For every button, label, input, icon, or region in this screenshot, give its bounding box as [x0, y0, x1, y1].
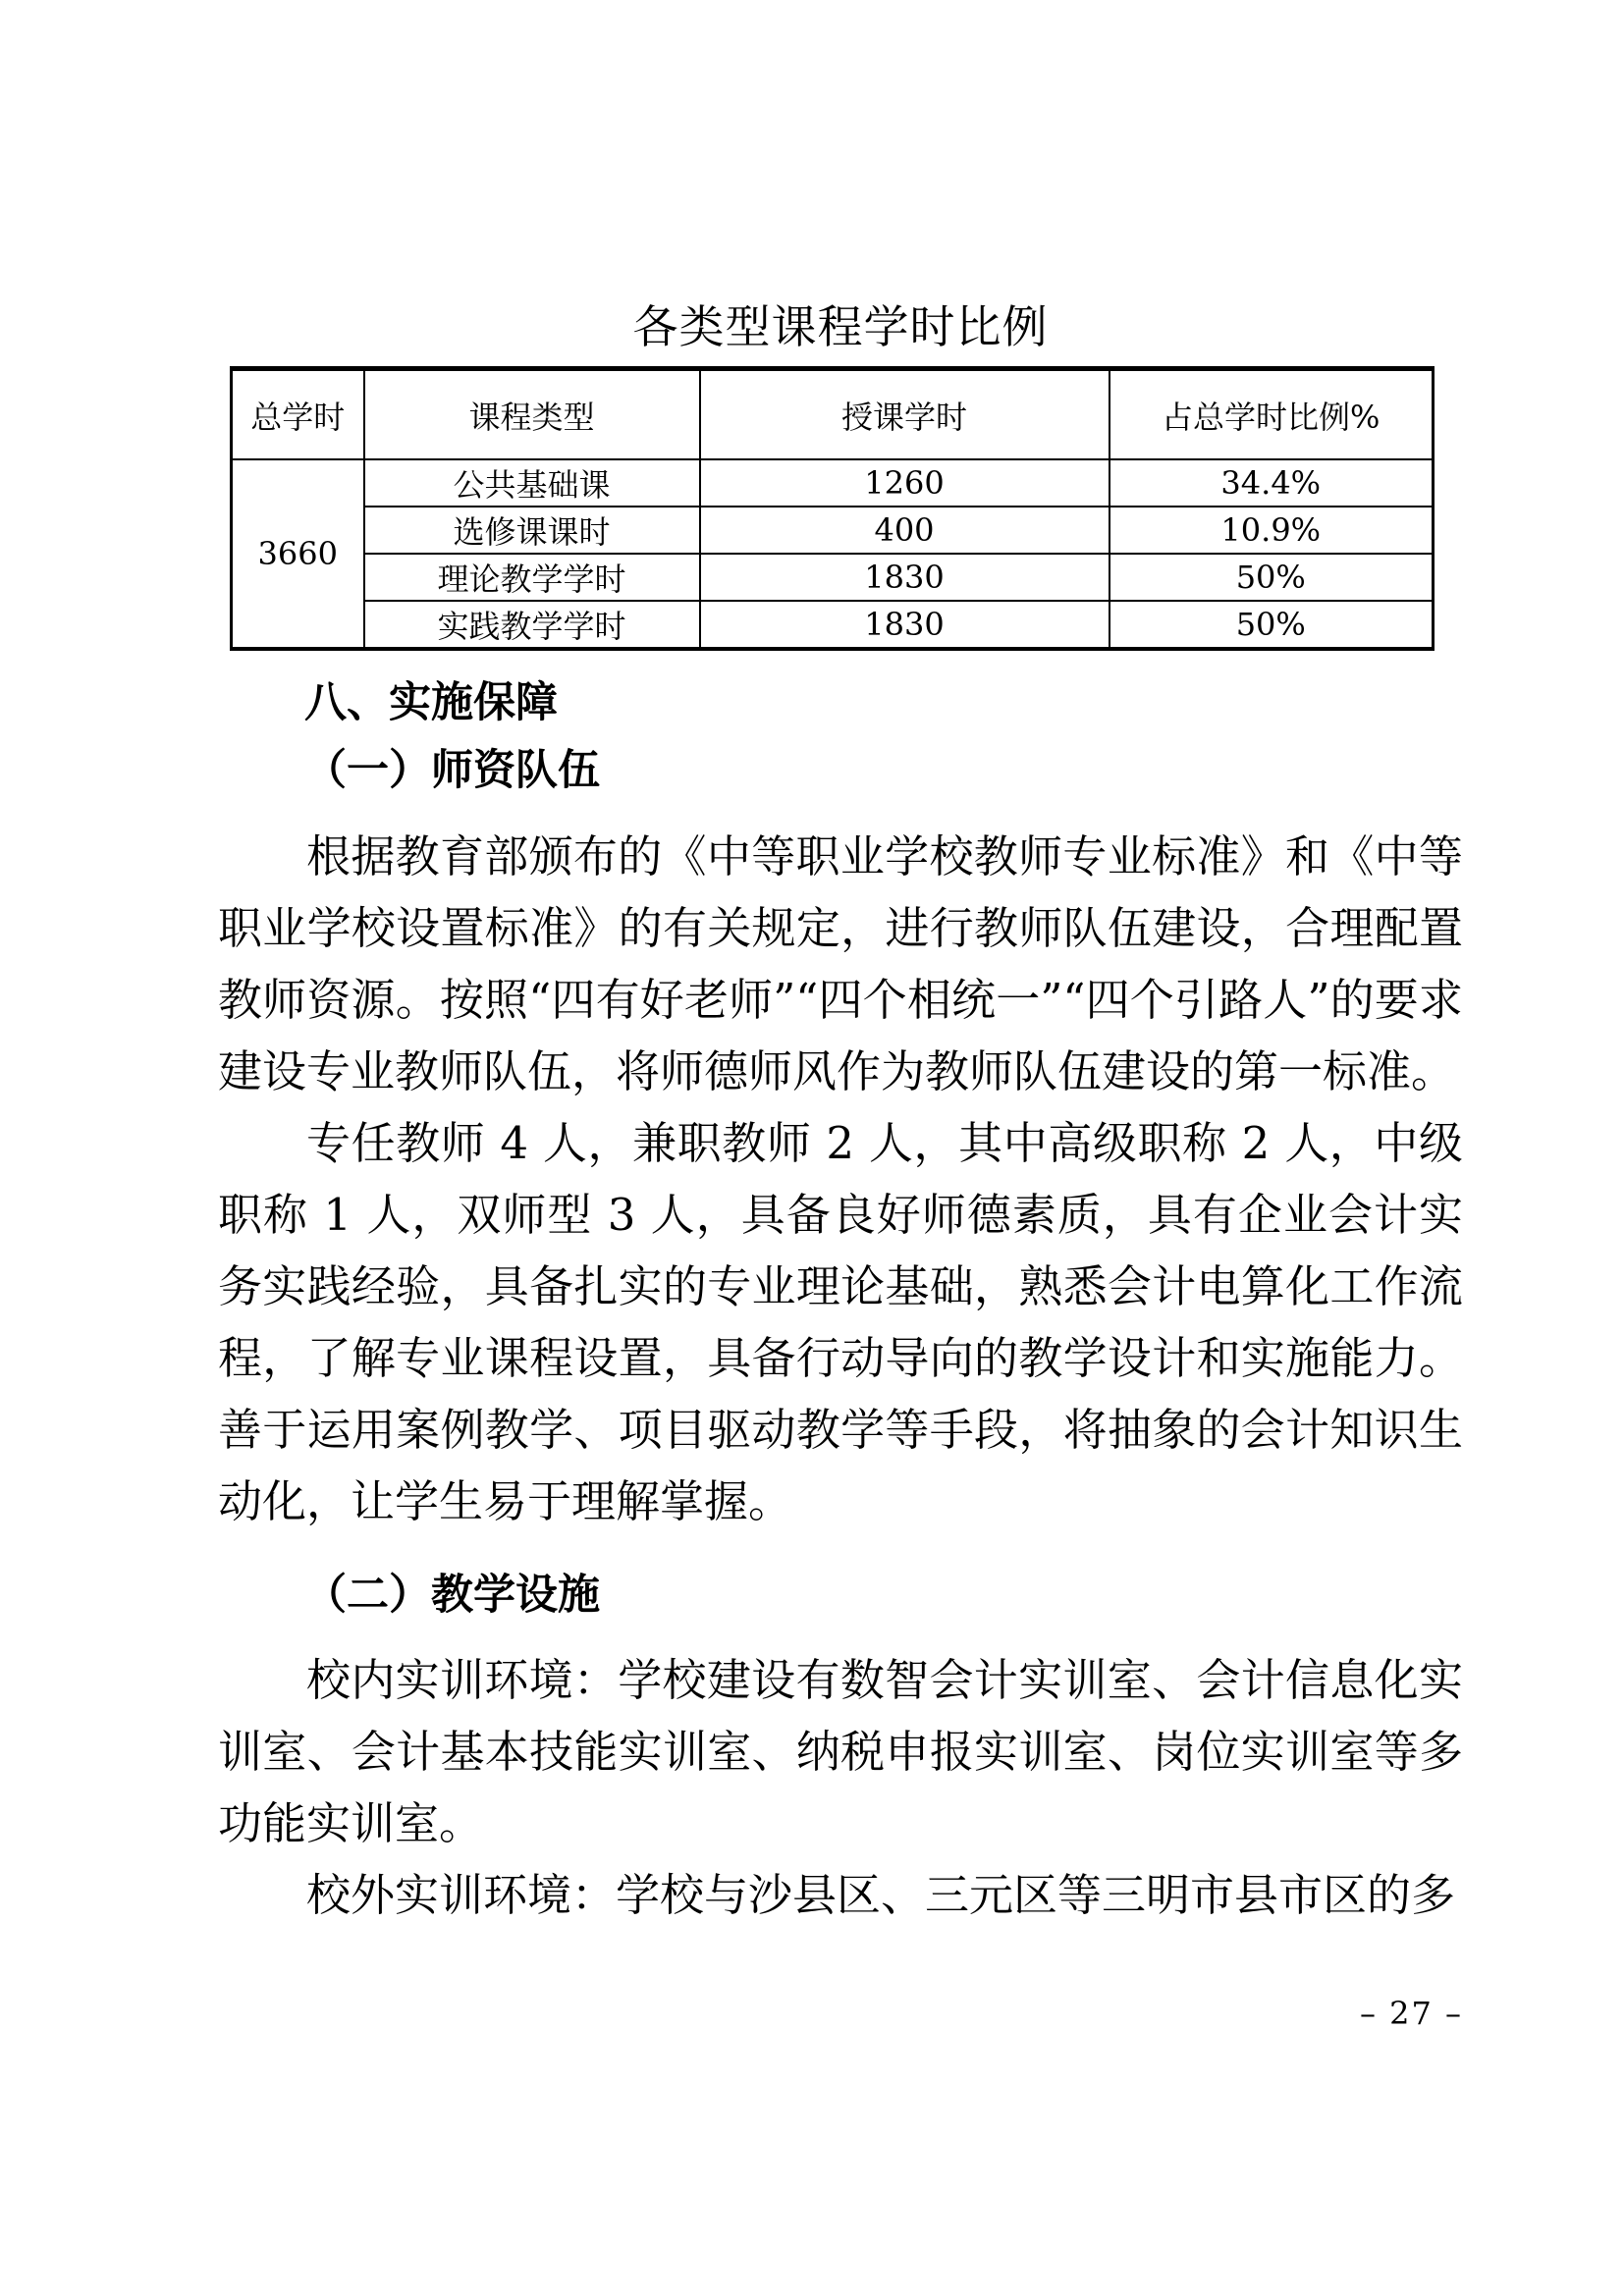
paragraph-teacher-standards: 根据教育部颁布的《中等职业学校教师专业标准》和《中等职业学校设置标准》的有关规定，进行教师队伍建设，合理配置教师资源。按照“四有好老师”“四个相统一”“四个引路人”的要求建设专业教师队伍，将师德师风作为教师队伍建设的第一标准。: [218, 829, 1463, 1097]
table-row: [232, 507, 1434, 554]
page-number: – 27 –: [1359, 1995, 1463, 2033]
hours-cell: 1830: [700, 601, 1110, 649]
paragraph-offcampus-facilities: 校外实训环境：学校与沙县区、三元区等三明市县市区的多: [306, 1869, 1456, 1922]
header-cell-course-type: 课程类型: [364, 369, 700, 460]
percent-cell: 34.4%: [1110, 459, 1434, 507]
percent-cell: 50%: [1110, 601, 1434, 649]
table-row: [232, 459, 1434, 507]
paragraph-teacher-staffing: 专任教师 4 人，兼职教师 2 人，其中高级职称 2 人，中级职称 1 人，双师型 3 人，具备良好师德素质，具有企业会计实务实践经验，具备扎实的专业理论基础，熟悉会计电算化工作流程，了解专业课程设置，具备行动导向的教学设计和实施能力。善于运用案例教学、项目驱动教学等手段，将抽象的会计知识生动化，让学生易于理解掌握。: [218, 1116, 1463, 1527]
table-header-row: [232, 369, 1434, 460]
hours-cell: 1830: [700, 554, 1110, 601]
section-heading-8: 八、实施保障: [304, 678, 558, 728]
percent-cell: 10.9%: [1110, 507, 1434, 554]
course-type-cell: 实践教学学时: [364, 601, 700, 649]
total-hours-cell: 3660: [232, 459, 364, 649]
course-type-cell: 选修课课时: [364, 507, 700, 554]
subsection-heading-8-1: （一）师资队伍: [304, 746, 600, 796]
course-type-cell: 理论教学学时: [364, 554, 700, 601]
subsection-heading-8-2: （二）教学设施: [304, 1570, 600, 1620]
hours-cell: 1260: [700, 459, 1110, 507]
table-row: [232, 601, 1434, 649]
header-cell-teaching-hours: 授课学时: [700, 369, 1110, 460]
percent-cell: 50%: [1110, 554, 1434, 601]
hours-cell: 400: [700, 507, 1110, 554]
header-cell-total-hours: 总学时: [232, 369, 364, 460]
table-row: [232, 554, 1434, 601]
table-title: 各类型课程学时比例: [632, 300, 1049, 353]
course-type-cell: 公共基础课: [364, 459, 700, 507]
paragraph-campus-facilities: 校内实训环境：学校建设有数智会计实训室、会计信息化实训室、会计基本技能实训室、纳税申报实训室、岗位实训室等多功能实训室。: [218, 1654, 1463, 1850]
course-hours-table: [230, 366, 1435, 651]
header-cell-percent: 占总学时比例%: [1110, 369, 1434, 460]
